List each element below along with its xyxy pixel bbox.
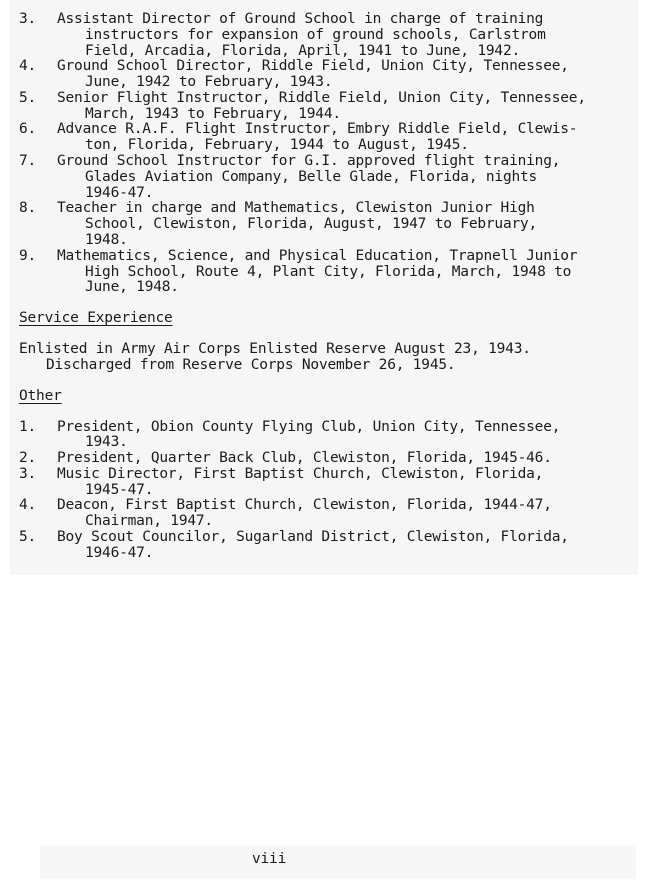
other-heading: Other [19, 388, 62, 404]
list-item-number: 9. [19, 248, 37, 264]
page-number: viii [252, 851, 287, 867]
list-item-number: 7. [19, 153, 37, 169]
list-item-line: 1946-47. [85, 545, 154, 561]
service-heading: Service Experience [19, 310, 173, 326]
list-item-line: Glades Aviation Company, Belle Glade, Florida, nights [85, 169, 538, 185]
list-item-line: 1946-47. [85, 185, 154, 201]
list-item-number: 4. [19, 497, 37, 513]
list-item-number: 5. [19, 529, 37, 545]
list-item-line: Boy Scout Councilor, Sugarland District, Clewiston, Florida, [57, 529, 569, 545]
list-item-line: 1945-47. [85, 482, 154, 498]
list-item-line: 1943. [85, 434, 128, 450]
service-line: Discharged from Reserve Corps November 26, 1945. [46, 357, 456, 373]
list-item-line: June, 1942 to February, 1943. [85, 74, 333, 90]
list-item-line: Deacon, First Baptist Church, Clewiston, Florida, 1944-47, [57, 497, 552, 513]
list-item-line: Ground School Instructor for G.I. approved flight training, [57, 153, 561, 169]
list-item-line: June, 1948. [85, 279, 179, 295]
list-item-line: Teacher in charge and Mathematics, Clewiston Junior High [57, 200, 535, 216]
list-item-number: 5. [19, 90, 37, 106]
list-item-line: instructors for expansion of ground schools, Carlstrom [85, 27, 546, 43]
list-item-line: Ground School Director, Riddle Field, Union City, Tennessee, [57, 58, 569, 74]
list-item-line: President, Obion County Flying Club, Union City, Tennessee, [57, 419, 561, 435]
list-item-number: 3. [19, 11, 37, 27]
list-item-line: ton, Florida, February, 1944 to August, 1945. [85, 137, 469, 153]
list-item-line: March, 1943 to February, 1944. [85, 106, 341, 122]
list-item-number: 3. [19, 466, 37, 482]
list-item-line: Field, Arcadia, Florida, April, 1941 to June, 1942. [85, 43, 521, 59]
list-item-number: 4. [19, 58, 37, 74]
list-item-line: President, Quarter Back Club, Clewiston, Florida, 1945-46. [57, 450, 552, 466]
list-item-line: 1948. [85, 232, 128, 248]
list-item-line: Music Director, First Baptist Church, Clewiston, Florida, [57, 466, 544, 482]
service-line: Enlisted in Army Air Corps Enlisted Reserve August 23, 1943. [19, 341, 531, 357]
list-item-line: Senior Flight Instructor, Riddle Field, Union City, Tennessee, [57, 90, 586, 106]
list-item-line: Advance R.A.F. Flight Instructor, Embry Riddle Field, Clewis- [57, 121, 578, 137]
list-item-line: Chairman, 1947. [85, 513, 213, 529]
list-item-number: 6. [19, 121, 37, 137]
list-item-line: High School, Route 4, Plant City, Florida, March, 1948 to [85, 264, 572, 280]
list-item-line: School, Clewiston, Florida, August, 1947 to February, [85, 216, 538, 232]
list-item-number: 2. [19, 450, 37, 466]
list-item-number: 8. [19, 200, 37, 216]
list-item-line: Assistant Director of Ground School in charge of training [57, 11, 544, 27]
list-item-number: 1. [19, 419, 37, 435]
list-item-line: Mathematics, Science, and Physical Education, Trapnell Junior [57, 248, 578, 264]
